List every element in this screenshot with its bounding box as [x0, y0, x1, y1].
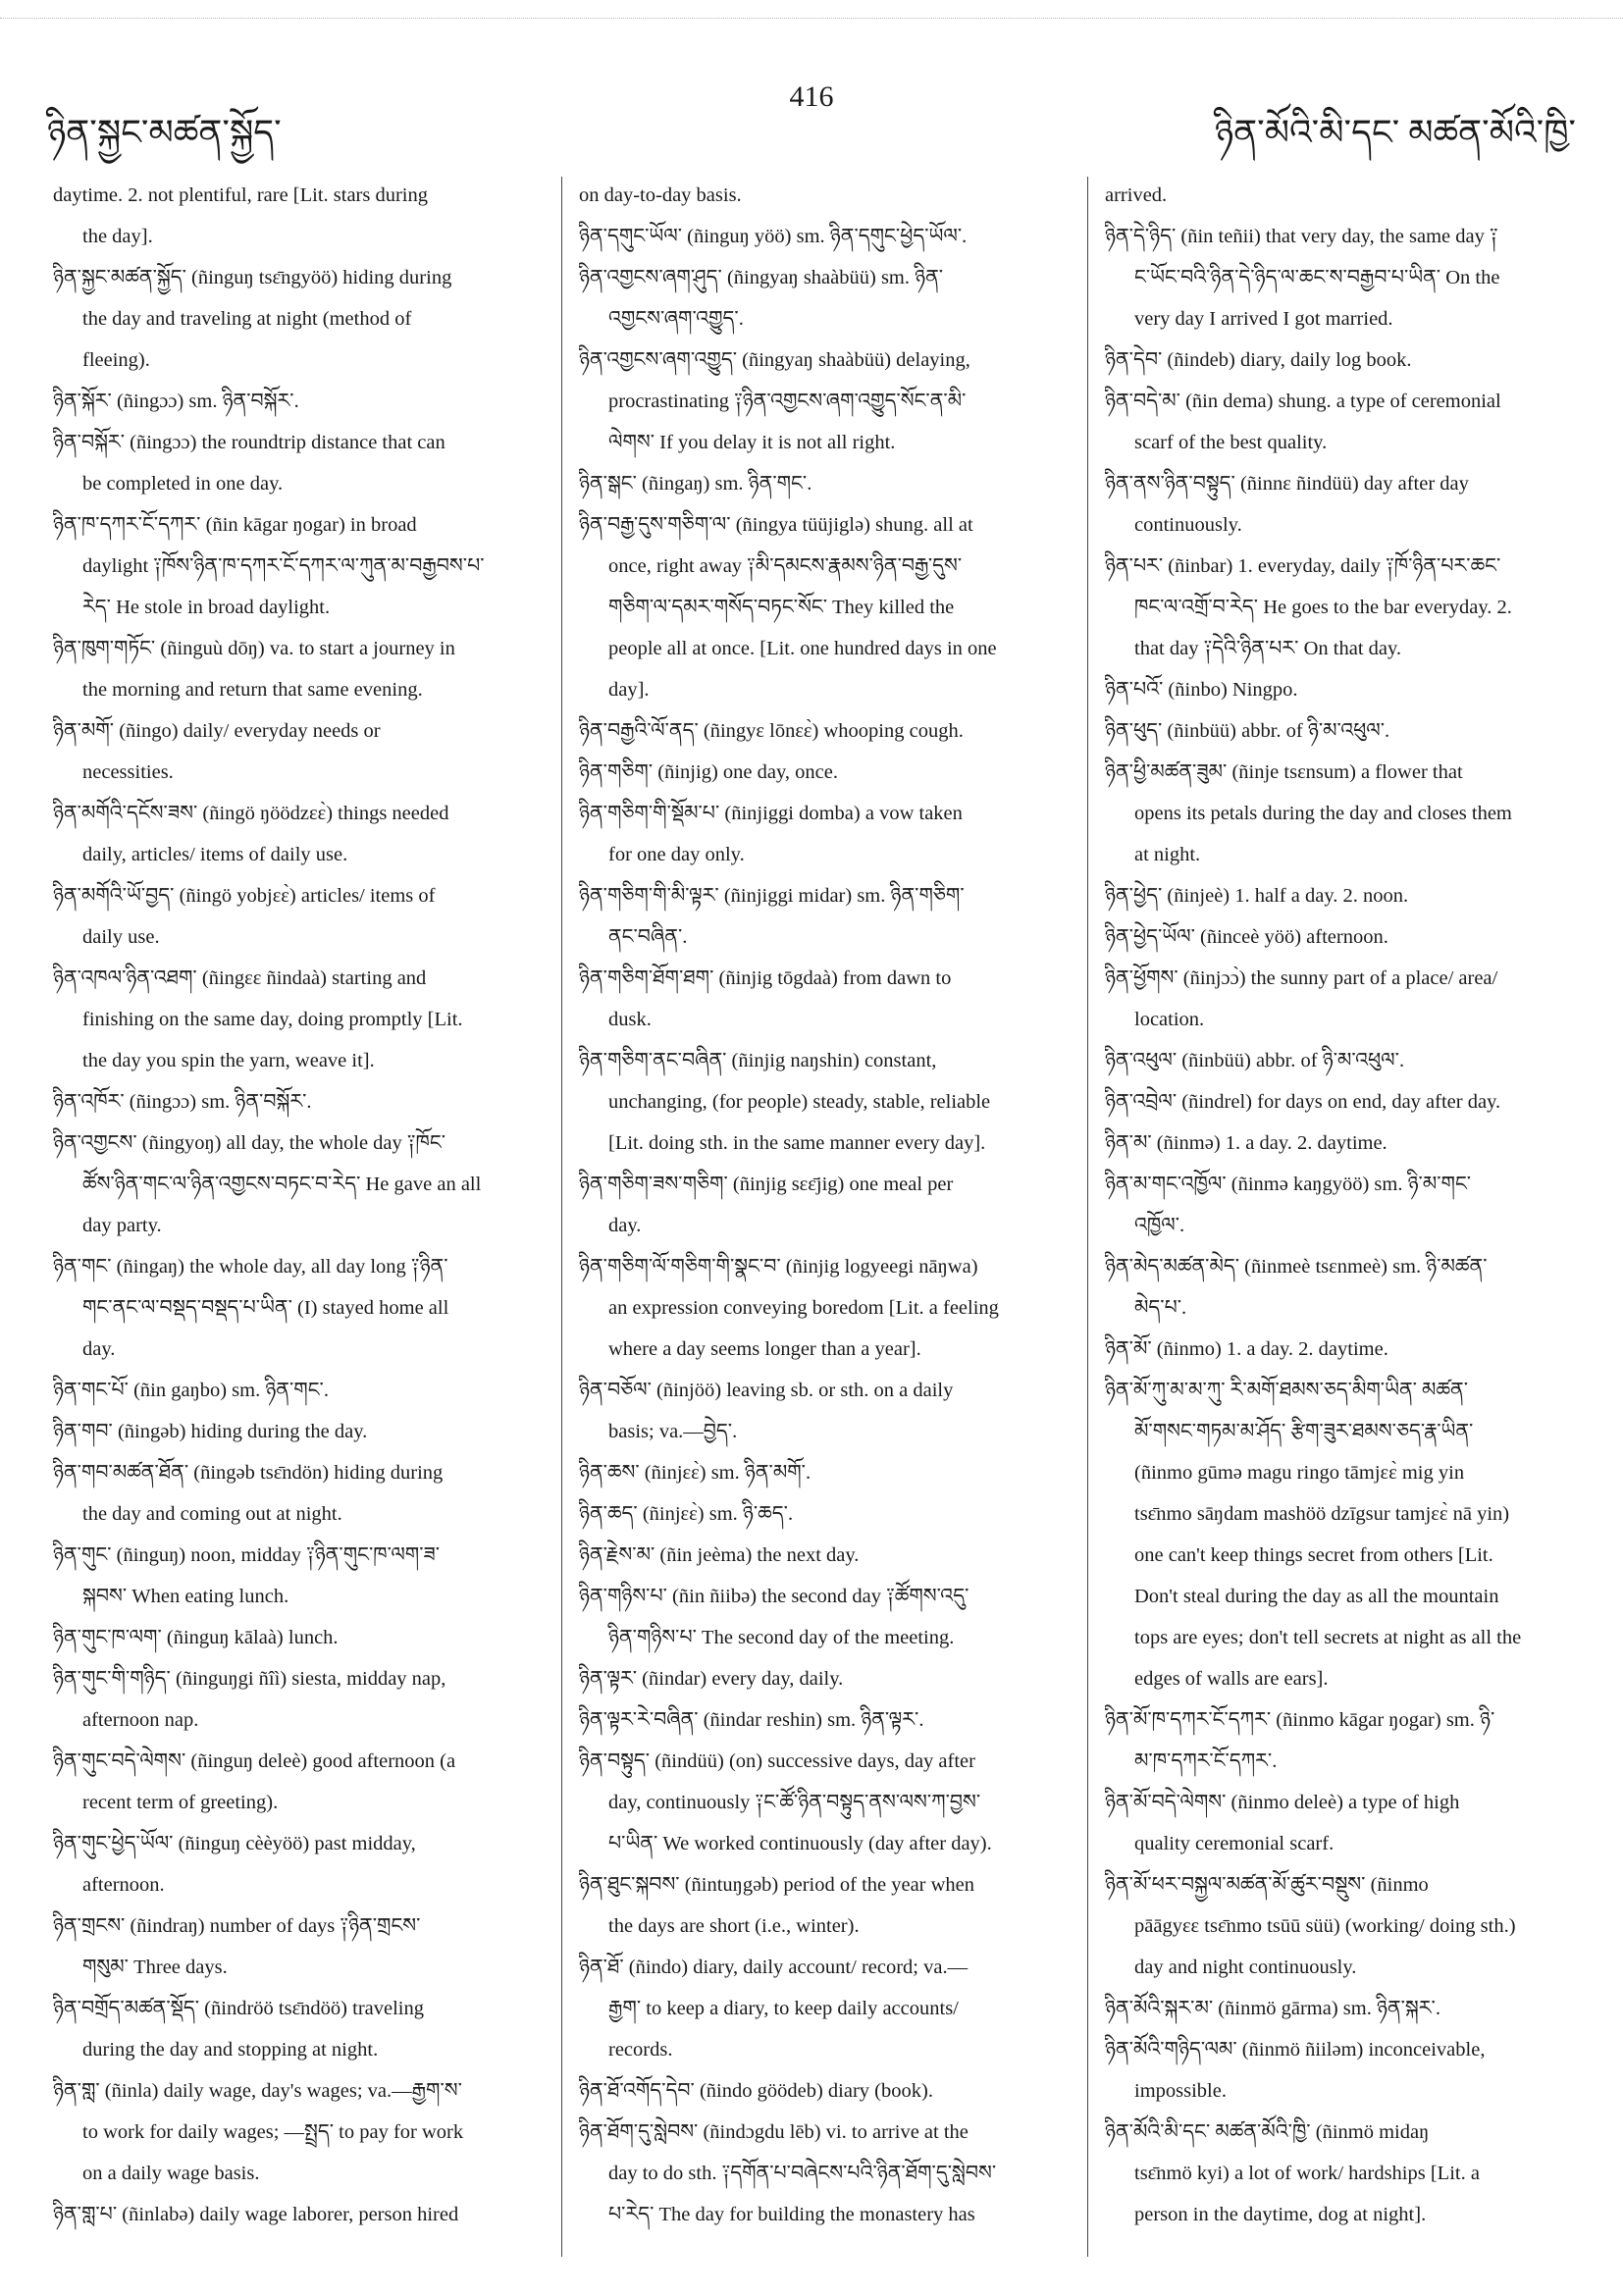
entry-line: on a daily wage basis.	[82, 2163, 260, 2184]
dictionary-entry	[53, 1905, 544, 1988]
dictionary-entry	[579, 1576, 1070, 1658]
entry-line: ཉིན་མོ་ཀུ་མ་མ་ཀུ་ རི་མགོ་ཐམས་ཅད་མིག་ཡིན་ མཚན་	[1105, 1380, 1469, 1401]
dictionary-entry	[579, 1947, 1070, 2070]
dictionary-entry	[579, 1040, 1070, 1164]
entry-line: ཉིན་འབྲེལ་ (ñindrel) for days on end, day after day.	[1105, 1091, 1501, 1113]
entry-line: ཉིན་འགྱངས་ཞག་ཤུད་ (ñingyaŋ shaàbüü) sm. ཉིན་	[579, 267, 944, 288]
entry-line: ཉིན་གབ་ (ñingəb) hiding during the day.	[53, 1421, 368, 1442]
entry-line: ཉིན་གུང་ཁ་ལག་ (ñinguŋ kālaà) lunch.	[53, 1627, 339, 1648]
dictionary-entry	[53, 381, 544, 422]
entry-line: ཉིན་བཅོལ་ (ñinjöö) leaving sb. or sth. on a daily	[579, 1380, 954, 1401]
entry-line: ཉིན་ཐོ་འགོད་དེབ་ (ñindo göödeb) diary (book).	[579, 2080, 933, 2102]
entry-line: necessities.	[82, 761, 174, 783]
dictionary-entry	[1105, 1370, 1586, 1699]
entry-line: daylight ༑ཁོས་ཉིན་ཁ་དཀར་ངོ་དཀར་ལ་ཀུན་མ་བརྒྱབས་པ་	[82, 555, 485, 577]
entry-line: ཉིན་ཐུང་སྐབས་ (ñintuŋgəb) period of the year when	[579, 1874, 975, 1896]
entry-line: the day].	[82, 226, 153, 247]
entry-line: where a day seems longer than a year].	[608, 1338, 921, 1360]
entry-line: ཉིན་དགུང་ཡོལ་ (ñinguŋ yöö) sm. ཉིན་དགུང་ཕྱེད་ཡོལ་.	[579, 226, 968, 247]
entry-line: མ་ཁ་དཀར་ངོ་དཀར་.	[1134, 1750, 1278, 1772]
entry-line: very day I arrived I got married.	[1134, 308, 1393, 330]
entry-line: ཉིན་མོ་ (ñinmo) 1. a day. 2. daytime.	[1105, 1338, 1388, 1360]
entry-line: ཉིན་གང་ (ñingaŋ) the whole day, all day long ༑ཉིན་	[53, 1256, 448, 1278]
entry-line: ཉིན་ཆས་ (ñinjɛɛ̀) sm. ཉིན་མགོ་.	[579, 1462, 812, 1484]
entry-line: ཉིན་མགོ་ (ñingo) daily/ everyday needs or	[53, 720, 381, 742]
entry-line: ཉིན་ཆད་ (ñinjɛɛ̀) sm. ཉི་ཆད་.	[579, 1503, 794, 1525]
dictionary-entry	[1105, 958, 1586, 1040]
right-guide-word: ཉིན་མོའི་མི་དང་ མཚན་མོའི་ཁྱི་	[1214, 113, 1576, 152]
entry-line: ཁང་ལ་འགྲོ་བ་རེད་ He goes to the bar everyday. 2.	[1134, 597, 1512, 618]
dictionary-entry	[1105, 1164, 1586, 1246]
entry-line: ཉིན་ཕུད་ (ñinbüü) abbr. of ཉི་མ་འཕུལ་.	[1105, 720, 1390, 742]
entry-line: ཉིན་ཕྱོགས་ (ñinjɔɔ̀) the sunny part of a place/ area/	[1105, 967, 1498, 989]
dictionary-entry	[579, 257, 1070, 339]
entry-line: རྒྱག་ to keep a diary, to keep daily accounts/	[608, 1998, 959, 2019]
dictionary-column-3	[1105, 175, 1586, 2235]
entry-line: ཉིན་འགྱངས་ (ñingyoŋ) all day, the whole day ༑ཁོང་	[53, 1132, 446, 1154]
entry-line: Don't steal during the day as all the mountain	[1134, 1586, 1499, 1607]
entry-line: ཉིན་མགོའི་དངོས་ཟས་ (ñingö ŋöödzɛɛ̀) things needed	[53, 803, 449, 824]
dictionary-entry	[53, 958, 544, 1081]
dictionary-entry	[579, 875, 1070, 958]
entry-line: འགྱངས་ཞག་འགྱུད་.	[608, 308, 744, 330]
entry-line: ཉིན་མོ་ཕར་བསྐྱལ་མཚན་མོ་ཚུར་བསྡུས་ (ñinmo	[1105, 1874, 1429, 1896]
dictionary-entry	[579, 958, 1070, 1040]
entry-line: མེད་པ་.	[1134, 1297, 1187, 1319]
entry-line: གསུམ་ Three days.	[82, 1957, 228, 1978]
dictionary-entry	[53, 1741, 544, 1823]
entry-line: person in the daytime, dog at night].	[1134, 2204, 1427, 2225]
entry-line: ལེགས་ If you delay it is not all right.	[608, 432, 896, 453]
entry-line: the day and coming out at night.	[82, 1503, 342, 1525]
dictionary-entry	[579, 2112, 1070, 2235]
entry-line: སྐབས་ When eating lunch.	[82, 1586, 289, 1607]
column-divider	[1087, 177, 1088, 2257]
dictionary-entry	[53, 1246, 544, 1370]
entry-line: to work for daily wages; —སྤྲད་ to pay for work	[82, 2121, 464, 2143]
entry-line: ཉིན་མ་ (ñinmə) 1. a day. 2. daytime.	[1105, 1132, 1387, 1154]
entry-line: pāāgyɛɛ tsɛ̄nmo tsūū süü) (working/ doing sth.)	[1134, 1915, 1516, 1937]
dictionary-entry	[53, 2194, 544, 2235]
entry-line: འཁྱོལ་.	[1134, 1215, 1185, 1236]
entry-line: day.	[608, 1215, 642, 1236]
dictionary-entry	[53, 175, 544, 257]
dictionary-entry	[1105, 1246, 1586, 1329]
entry-line: records.	[608, 2039, 673, 2061]
dictionary-entry	[579, 175, 1070, 216]
entry-line: recent term of greeting).	[82, 1792, 279, 1813]
dictionary-entry	[579, 1370, 1070, 1452]
entry-line: ཉིན་གུང་ (ñinguŋ) noon, midday ༑ཉིན་གུང་ཁ་ལག་ཟ་	[53, 1544, 441, 1566]
dictionary-entry	[1105, 546, 1586, 669]
dictionary-entry	[1105, 1699, 1586, 1782]
entry-line: ཉིན་ཁ་དཀར་ངོ་དཀར་ (ñin kāgar ŋogar) in broad	[53, 514, 417, 536]
dictionary-entry	[579, 1164, 1070, 1246]
dictionary-entry	[1105, 2112, 1586, 2235]
dictionary-entry	[579, 216, 1070, 257]
entry-line: the days are short (i.e., winter).	[608, 1915, 860, 1937]
entry-line: ཉིན་གྲངས་ (ñindraŋ) number of days ༑ཉིན་གྲངས་	[53, 1915, 421, 1937]
entry-line: people all at once. [Lit. one hundred days in one	[608, 638, 997, 659]
dictionary-entry	[579, 1658, 1070, 1699]
entry-line: ཉིན་མ་གང་འཁྱོལ་ (ñinmə kaŋgyöö) sm. ཉི་མ་གང་	[1105, 1174, 1472, 1195]
scan-edge	[0, 0, 1623, 19]
entry-line: ཉིན་གླ་ (ñinla) daily wage, day's wages; va.—རྒྱག་ས་	[53, 2080, 462, 2102]
entry-line: ཉིན་འཕུལ་ (ñinbüü) abbr. of ཉི་མ་འཕུལ་.	[1105, 1050, 1405, 1071]
entry-line: ཉིན་བདེ་མ་ (ñin dema) shung. a type of ceremonial	[1105, 391, 1501, 412]
entry-line: ཉིན་དེ་ཉིད་ (ñin teñii) that very day, the same day ༑	[1105, 226, 1498, 247]
dictionary-entry	[1105, 1782, 1586, 1864]
entry-line: ཉིན་གཉིས་པ་ (ñin ñiibə) the second day ༑ཚོགས་འདུ་	[579, 1586, 969, 1607]
entry-line: ཉིན་སྐྱང་མཚན་སྐྱོད་ (ñinguŋ tsɛ̄ngyöö) hiding during	[53, 267, 452, 288]
dictionary-column-2	[579, 175, 1070, 2235]
dictionary-entry	[1105, 1988, 1586, 2029]
entry-line: ཉིན་འགྱངས་ཞག་འགྱུད་ (ñingyaŋ shaàbüü) delaying,	[579, 349, 970, 371]
entry-line: day].	[608, 679, 650, 701]
entry-line: (ñinmo gūmə magu ringo tāmjɛɛ̀ mig yin	[1134, 1462, 1465, 1484]
entry-line: ཉིན་གཅིག་གི་སྡོམ་པ་ (ñinjiggi domba) a vow taken	[579, 803, 963, 824]
entry-line: ཉིན་པའོ་ (ñinbo) Ningpo.	[1105, 679, 1298, 701]
entry-line: at night.	[1134, 844, 1201, 865]
dictionary-entry	[1105, 463, 1586, 546]
dictionary-entry	[1105, 381, 1586, 463]
dictionary-entry	[53, 1535, 544, 1617]
entry-line: ཉིན་ལྟར་ (ñindar) every day, daily.	[579, 1668, 844, 1690]
entry-line: edges of walls are ears].	[1134, 1668, 1329, 1690]
dictionary-entry	[1105, 1040, 1586, 1081]
entry-line: afternoon.	[82, 1874, 165, 1896]
entry-line: ཉིན་ཐོ་ (ñindo) diary, daily account/ record; va.—	[579, 1957, 969, 1978]
dictionary-entry	[1105, 1122, 1586, 1164]
entry-line: ཉིན་བརྒྱ་དུས་གཅིག་ལ་ (ñingya tüüjiglə) shung. all at	[579, 514, 973, 536]
entry-line: ཉིན་ཁུག་གཏོང་ (ñinguù dōŋ) va. to start a journey in	[53, 638, 455, 659]
dictionary-entry	[53, 1411, 544, 1452]
dictionary-entry	[579, 793, 1070, 875]
entry-line: ཉིན་མོའི་སྐར་མ་ (ñinmö gārma) sm. ཉིན་སྐར་.	[1105, 1998, 1440, 2019]
entry-line: ཉིན་མོའི་གཉིད་ལམ་ (ñinmö ñiiləm) inconceivable,	[1105, 2039, 1486, 2061]
entry-line: ཉིན་རྗེས་མ་ (ñin jeèma) the next day.	[579, 1544, 860, 1566]
entry-line: པ་རེད་ The day for building the monastery has	[608, 2204, 975, 2225]
dictionary-entry	[53, 504, 544, 628]
entry-line: day, continuously ༑ང་ཚོ་ཉིན་བསྟུད་ནས་ལས་ཀ་བྱས་	[608, 1792, 981, 1813]
entry-line: continuously.	[1134, 514, 1242, 536]
entry-line: basis; va.—བྱེད་.	[608, 1421, 738, 1442]
entry-line: quality ceremonial scarf.	[1134, 1833, 1335, 1854]
entry-line: ཉིན་བགྲོད་མཚན་སྡོད་ (ñindröö tsɛ̄ndöö) traveling	[53, 1998, 424, 2019]
entry-line: ཉིན་བསྐོར་ (ñingɔɔ) the roundtrip distance that can	[53, 432, 445, 453]
dictionary-entry	[579, 1535, 1070, 1576]
entry-line: ཉིན་ཐོག་དུ་སླེབས་ (ñindɔgdu lēb) vi. to arrive at the	[579, 2121, 969, 2143]
dictionary-entry	[579, 1493, 1070, 1535]
entry-line: རེད་ He stole in broad daylight.	[82, 597, 331, 618]
dictionary-entry	[1105, 875, 1586, 916]
entry-line: daytime. 2. not plentiful, rare [Lit. stars during	[53, 184, 429, 206]
entry-line: ཉིན་འཁོར་ (ñingɔɔ) sm. ཉིན་བསྐོར་.	[53, 1091, 312, 1113]
entry-line: པ་ཡིན་ We worked continuously (day after day).	[608, 1833, 992, 1854]
dictionary-entry	[53, 875, 544, 958]
entry-line: ཉིན་ལྟར་རེ་བཞིན་ (ñindar reshin) sm. ཉིན་ལྟར་.	[579, 1709, 924, 1731]
entry-line: procrastinating ༑ཉིན་འགྱངས་ཞག་འགྱུད་སོང་ན་མི་	[608, 391, 967, 412]
entry-line: on day-to-day basis.	[579, 184, 742, 206]
entry-line: one can't keep things secret from others [Lit.	[1134, 1544, 1493, 1566]
dictionary-column-1	[53, 175, 544, 2235]
dictionary-entry	[579, 2070, 1070, 2112]
dictionary-entry	[53, 1370, 544, 1411]
entry-line: day party.	[82, 1215, 162, 1236]
entry-line: finishing on the same day, doing promptly [Lit.	[82, 1009, 463, 1030]
dictionary-entry	[53, 1658, 544, 1741]
entry-line: ཉིན་གཅིག་ཐོག་ཐག་ (ñinjig tōgdaà) from dawn to	[579, 967, 952, 989]
dictionary-entry	[53, 422, 544, 504]
entry-line: day to do sth. ༑དགོན་པ་བཞེངས་པའི་ཉིན་ཐོག་དུ་སླེབས་	[608, 2163, 997, 2184]
entry-line: day.	[82, 1338, 116, 1360]
dictionary-entry	[1105, 175, 1586, 216]
entry-line: be completed in one day.	[82, 473, 284, 495]
dictionary-entry	[579, 1864, 1070, 1947]
entry-line: མོ་གསང་གཏམ་མ་ཤོད་ རྩིག་ཟུར་ཐམས་ཅད་རྣ་ཡིན་	[1134, 1421, 1474, 1442]
dictionary-entry	[53, 257, 544, 381]
entry-line: ཉིན་མོ་ཁ་དཀར་ངོ་དཀར་ (ñinmo kāgar ŋogar) sm. ཉི་	[1105, 1709, 1495, 1731]
entry-line: ཉིན་གཉིས་པ་ The second day of the meeting.	[608, 1627, 955, 1648]
entry-line: the morning and return that same evening.	[82, 679, 423, 701]
entry-line: ཉིན་གཅིག་ཟས་གཅིག་ (ñinjig sɛɛ̄jig) one meal per	[579, 1174, 954, 1195]
dictionary-entry	[579, 710, 1070, 752]
entry-line: an expression conveying boredom [Lit. a feeling	[608, 1297, 999, 1319]
entry-line: tsɛ̄nmö kyi) a lot of work/ hardships [Lit. a	[1134, 2163, 1480, 2184]
dictionary-entry	[579, 463, 1070, 504]
entry-line: [Lit. doing sth. in the same manner every day].	[608, 1132, 986, 1154]
dictionary-entry	[579, 1741, 1070, 1864]
entry-line: ཉིན་ཕྱེད་ཡོལ་ (ñinceè yöö) afternoon.	[1105, 926, 1388, 948]
dictionary-entry	[53, 2070, 544, 2194]
entry-line: location.	[1134, 1009, 1205, 1030]
entry-line: གང་ནང་ལ་བསྡད་བསྡད་པ་ཡིན་ (I) stayed home all	[82, 1297, 449, 1319]
entry-line: day and night continuously.	[1134, 1957, 1357, 1978]
dictionary-entry	[53, 1988, 544, 2070]
entry-line: tops are eyes; don't tell secrets at night as all the	[1134, 1627, 1522, 1648]
entry-line: ང་ཡོང་བའི་ཉིན་དེ་ཉིད་ལ་ཆང་ས་བརྒྱབ་པ་ཡིན་ On the	[1134, 267, 1500, 288]
entry-line: ཉིན་གཅིག་ནང་བཞིན་ (ñinjig naŋshin) constant,	[579, 1050, 937, 1071]
dictionary-entry	[53, 1081, 544, 1122]
dictionary-entry	[53, 1452, 544, 1535]
entry-line: fleeing).	[82, 349, 150, 371]
dictionary-entry	[1105, 1329, 1586, 1370]
dictionary-entry	[579, 1246, 1070, 1370]
left-guide-word: ཉིན་སྐྱང་མཚན་སྐྱོད་	[47, 113, 282, 152]
entry-line: ཚོས་ཉིན་གང་ལ་ཉིན་འགྱངས་བཏང་བ་རེད་ He gave an all	[82, 1174, 482, 1195]
dictionary-entry	[579, 1452, 1070, 1493]
entry-line: ཉིན་གུང་ཕྱེད་ཡོལ་ (ñinguŋ cèèyöö) past midday,	[53, 1833, 416, 1854]
entry-line: ཉིན་དེབ་ (ñindeb) diary, daily log book.	[1105, 349, 1412, 371]
page-header	[0, 71, 1623, 152]
entry-line: tsɛ̄nmo sāŋdam mashöö dzīgsur tamjɛɛ̀ nā yin)	[1134, 1503, 1510, 1525]
dictionary-entry	[53, 1122, 544, 1246]
entry-line: ཉིན་ཕྱི་མཚན་ཟུམ་ (ñinje tsɛnsum) a flower that	[1105, 761, 1463, 783]
entry-line: ཉིན་བསྟུད་ (ñindüü) (on) successive days, day after	[579, 1750, 975, 1772]
entry-line: ཉིན་སྐོར་ (ñingɔɔ) sm. ཉིན་བསྐོར་.	[53, 391, 299, 412]
entry-line: ཉིན་པར་ (ñinbar) 1. everyday, daily ༑ཁོ་ཉིན་པར་ཆང་	[1105, 555, 1501, 577]
dictionary-entry	[1105, 669, 1586, 710]
dictionary-entry	[1105, 916, 1586, 958]
dictionary-entry	[53, 628, 544, 710]
dictionary-entry	[1105, 710, 1586, 752]
dictionary-entry	[1105, 1081, 1586, 1122]
dictionary-entry	[53, 793, 544, 875]
entry-line: ནང་བཞིན་.	[608, 926, 688, 948]
entry-line: ཉིན་གཅིག་གི་མི་ལྟར་ (ñinjiggi midar) sm. ཉིན་གཅིག་	[579, 885, 965, 907]
entry-line: unchanging, (for people) steady, stable, reliable	[608, 1091, 991, 1113]
dictionary-entry	[53, 1823, 544, 1905]
entry-line: ཉིན་གུང་གི་གཉིད་ (ñinguŋgi ñîì) siesta, midday nap,	[53, 1668, 446, 1690]
entry-line: གཅིག་ལ་དམར་གསོད་བཏང་སོང་ They killed the	[608, 597, 955, 618]
dictionary-entry	[53, 1617, 544, 1658]
dictionary-entry	[579, 752, 1070, 793]
dictionary-entry	[1105, 339, 1586, 381]
entry-line: ཉིན་ཕྱེད་ (ñinjeè) 1. half a day. 2. noon.	[1105, 885, 1409, 907]
entry-line: daily use.	[82, 926, 160, 948]
dictionary-entry	[1105, 752, 1586, 875]
dictionary-entry	[1105, 1864, 1586, 1988]
entry-line: ཉིན་གླ་པ་ (ñinlabə) daily wage laborer, person hired	[53, 2204, 459, 2225]
entry-line: impossible.	[1134, 2080, 1227, 2102]
entry-line: ཉིན་འཁལ་ཉིན་འཐག་ (ñingɛɛ ñindaà) starting and	[53, 967, 427, 989]
entry-line: afternoon nap.	[82, 1709, 199, 1731]
entry-line: ཉིན་གཅིག་ (ñinjig) one day, once.	[579, 761, 838, 783]
column-divider	[561, 177, 562, 2257]
entry-line: ཉིན་མེད་མཚན་མེད་ (ñinmeè tsɛnmeè) sm. ཉི་མཚན་	[1105, 1256, 1488, 1278]
page-number: 416	[789, 80, 834, 113]
entry-line: ཉིན་མོ་བདེ་ལེགས་ (ñinmo deleè) a type of high	[1105, 1792, 1460, 1813]
entry-line: ཉིན་མགོའི་ཡོ་བྱད་ (ñingö yobjɛɛ̀) articles/ items of	[53, 885, 436, 907]
entry-line: once, right away ༑མི་དམངས་རྣམས་ཉིན་བརྒྱ་དུས་	[608, 555, 963, 577]
entry-line: ཉིན་མོའི་མི་དང་ མཚན་མོའི་ཁྱི་ (ñinmö midaŋ	[1105, 2121, 1430, 2143]
entry-line: the day you spin the yarn, weave it].	[82, 1050, 375, 1071]
dictionary-entry	[579, 504, 1070, 710]
entry-line: ཉིན་གཅིག་ལོ་གཅིག་གི་སྣང་བ་ (ñinjig logyeegi nāŋwa)	[579, 1256, 978, 1278]
entry-line: dusk.	[608, 1009, 652, 1030]
entry-line: ཉིན་གང་པོ་ (ñin gaŋbo) sm. ཉིན་གང་.	[53, 1380, 329, 1401]
entry-line: ཉིན་བརྒྱའི་ལོ་ནད་ (ñingyɛ lōnɛɛ̀) whooping cough.	[579, 720, 964, 742]
dictionary-entry	[53, 710, 544, 793]
entry-line: daily, articles/ items of daily use.	[82, 844, 348, 865]
entry-line: ཉིན་ནས་ཉིན་བསྟུད་ (ñinnɛ ñindüü) day after day	[1105, 473, 1469, 495]
entry-line: arrived.	[1105, 184, 1168, 206]
entry-line: the day and traveling at night (method of	[82, 308, 412, 330]
entry-line: ཉིན་གབ་མཚན་ཐོན་ (ñingəb tsɛ̄ndön) hiding during	[53, 1462, 444, 1484]
dictionary-entry	[1105, 2029, 1586, 2112]
entry-line: opens its petals during the day and closes them	[1134, 803, 1512, 824]
dictionary-entry	[579, 1699, 1070, 1741]
entry-line: ཉིན་གུང་བདེ་ལེགས་ (ñinguŋ deleè) good afternoon (a	[53, 1750, 456, 1772]
dictionary-entry	[1105, 216, 1586, 339]
entry-line: for one day only.	[608, 844, 745, 865]
dictionary-entry	[579, 339, 1070, 463]
entry-line: during the day and stopping at night.	[82, 2039, 379, 2061]
entry-line: scarf of the best quality.	[1134, 432, 1328, 453]
entry-line: that day ༑དེའི་ཉིན་པར་ On that day.	[1134, 638, 1402, 659]
entry-line: ཉིན་སྒང་ (ñingaŋ) sm. ཉིན་གང་.	[579, 473, 812, 495]
